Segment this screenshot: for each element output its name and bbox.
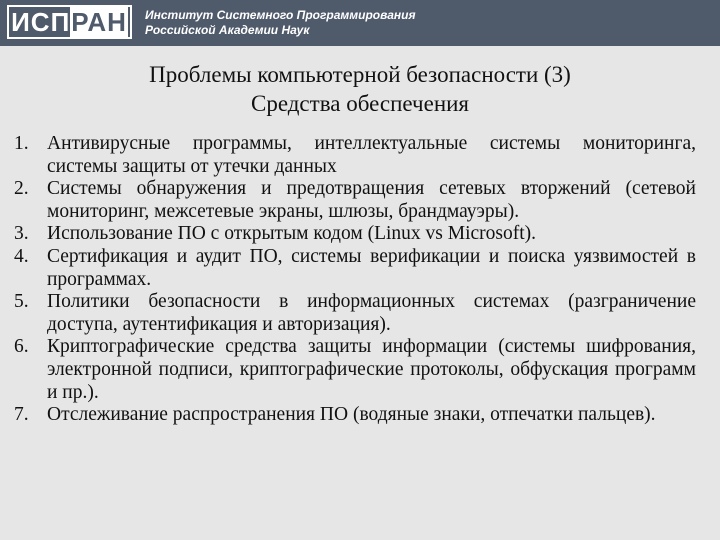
list-item <box>14 133 696 178</box>
header-bar <box>0 0 720 46</box>
item-number: 4. <box>14 245 29 267</box>
item-number: 1. <box>14 133 29 154</box>
logo-text <box>11 7 128 38</box>
item-number: 7. <box>14 404 29 426</box>
item-text: Политики безопасности в информационных системах (разграничение доступа, аутентификация и авторизация). <box>47 291 696 335</box>
list-item <box>14 336 696 404</box>
item-text: Сертификация и аудит ПО, системы верификации и поиска уязвимостей в программах. <box>47 245 696 290</box>
institute-line-1: Институт Системного Программирования <box>145 8 416 22</box>
slide-title-line-1: Проблемы компьютерной безопасности (3) <box>149 62 571 87</box>
list-item <box>14 223 696 246</box>
list-item <box>14 291 696 336</box>
item-number: 2. <box>14 178 29 200</box>
item-text: Использование ПО с открытым кодом (Linux vs Microsoft). <box>47 223 537 245</box>
item-number: 5. <box>14 291 29 313</box>
ispran-logo <box>7 5 132 39</box>
logo-text-isp: ИСП <box>11 6 71 37</box>
institute-line-2: Российской Академии Наук <box>145 23 310 37</box>
problem-list <box>14 133 696 427</box>
list-item <box>14 246 696 291</box>
item-text: Антивирусные программы, интеллектуальные системы мониторинга, системы защиты от утечки данных <box>47 133 696 177</box>
institute-name <box>145 8 416 38</box>
list-item <box>14 404 696 427</box>
logo-text-ran: РАН <box>71 6 127 37</box>
item-text: Криптографические средства защиты информации (системы шифрования, электронной подписи, криптографические протоколы, обфускация программ и пр.). <box>47 336 696 403</box>
item-number: 3. <box>14 223 29 245</box>
slide-title-line-2: Средства обеспечения <box>250 91 470 116</box>
slide-title <box>0 60 720 118</box>
item-text: Отслеживание распространения ПО (водяные знаки, отпечатки пальцев). <box>47 404 656 426</box>
item-number: 6. <box>14 336 29 358</box>
list-item <box>14 178 696 223</box>
item-text: Системы обнаружения и предотвращения сетевых вторжений (сетевой мониторинг, межсетевые экраны, шлюзы, брандмауэры). <box>47 178 696 222</box>
